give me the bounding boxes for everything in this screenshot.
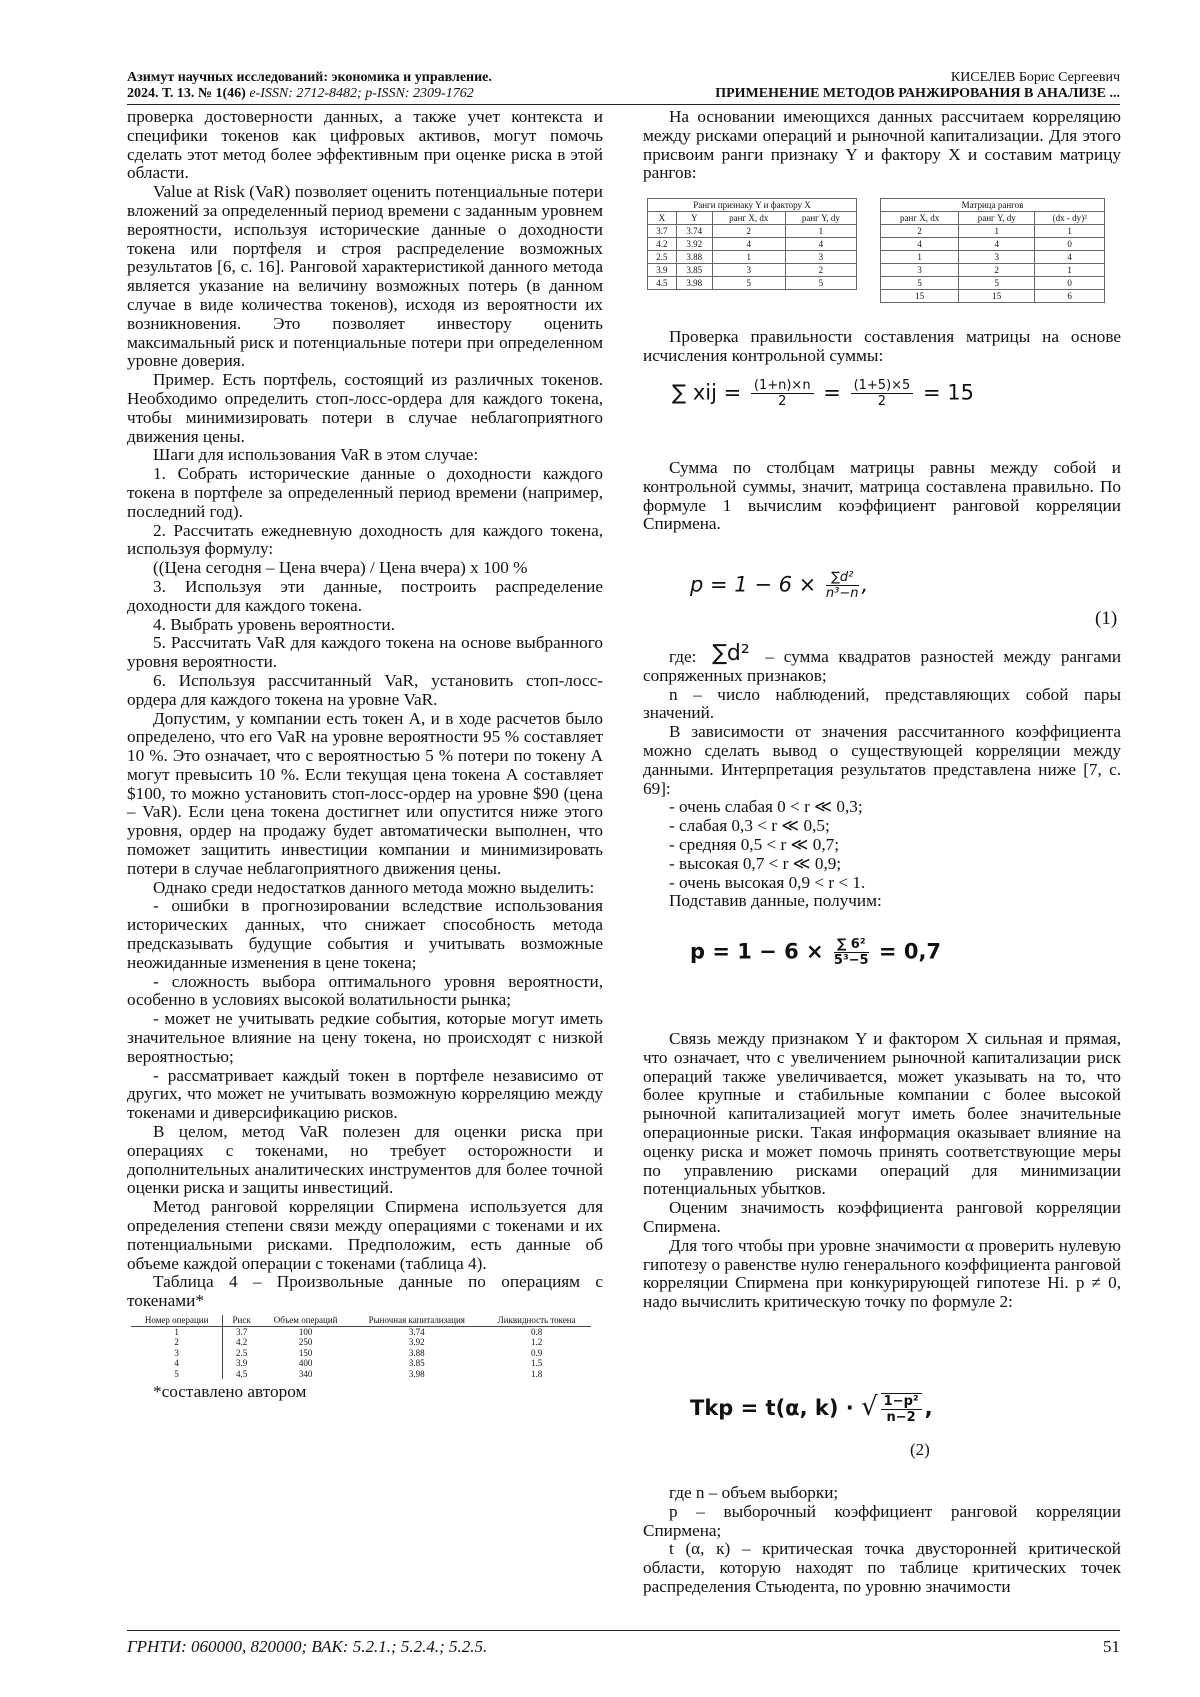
table-cell: 1 <box>1035 264 1105 277</box>
paragraph: p – выборочный коэффициент ранговой корреляции Спирмена; <box>643 1501 1121 1540</box>
list-item: - высокая 0,7 < r ≪ 0,9; <box>669 853 842 873</box>
paragraph: Однако среди недостатков данного метода можно выделить: <box>153 877 595 897</box>
equation-number-1: (1) <box>1095 608 1118 629</box>
journal-issn: e-ISSN: 2712-8482; p-ISSN: 2309-1762 <box>249 86 474 101</box>
table-row <box>648 277 857 290</box>
step-item: 3. Используя эти данные, построить распределение доходности для каждого токена. <box>127 576 603 615</box>
right-conclusion <box>643 1030 1121 1312</box>
list-item: - очень слабая 0 < r ≪ 0,3; <box>669 797 863 817</box>
table-cell: 0 <box>1035 238 1105 251</box>
list-item: - слабая 0,3 < r ≪ 0,5; <box>669 816 830 836</box>
table-header: ранг X, dx <box>881 212 959 225</box>
table-cell: 3.92 <box>676 238 712 251</box>
table-cell: 250 <box>298 1337 313 1347</box>
control-sum-formula: ∑ xij = $\frac{(1+n)\times n}{2}$ = $\frac{(1+5)\times 5}{2}$ = 15 <box>672 378 974 409</box>
table-cell: 3.88 <box>676 251 712 264</box>
table-cell: 1.8 <box>530 1368 543 1379</box>
step-formula: ((Цена сегодня – Цена вчера) / Цена вчера) x 100 % <box>153 558 528 578</box>
journal-title: Азимут научных исследований: экономика и управление. <box>127 70 492 85</box>
table-cell: 4 <box>785 238 856 251</box>
list-item: - очень высокая 0,9 < r < 1. <box>669 872 866 892</box>
table-cell: 3 <box>959 251 1035 264</box>
table-header: ранг Y, dy <box>959 212 1035 225</box>
list-item: - сложность выбора оптимального уровня вероятности, особенно в условиях высокой волатильности рынка; <box>127 971 603 1010</box>
table-cell: 2 <box>881 225 959 238</box>
article-title: ПРИМЕНЕНИЕ МЕТОДОВ РАНЖИРОВАНИЯ В АНАЛИЗЕ ... <box>715 86 1120 101</box>
paragraph: n – число наблюдений, представляющих собой пары значений. <box>643 684 1121 723</box>
table-header: Рыночная капитализация <box>351 1315 482 1326</box>
table-cell: 3.98 <box>408 1368 425 1379</box>
paragraph: где n – объем выборки; <box>669 1483 839 1502</box>
paragraph: В целом, метод VaR полезен для оценки риска при операциях с токенами, но требует осторожности и дополнительных аналитических инструментов для более точной оценки риска и защиты инвестиций. <box>127 1122 603 1198</box>
table-row <box>648 225 857 238</box>
table-cell: 100 <box>298 1326 313 1337</box>
matrix-table <box>880 198 1105 303</box>
table-cell: 1.2 <box>530 1337 543 1347</box>
table-row <box>131 1369 591 1380</box>
paragraph: На основании имеющихся данных рассчитаем корреляцию между рисками операций и рыночной капитализации. Для этого присвоим ранги признаку Y и фактору X и составим матрицу рангов: <box>643 107 1121 183</box>
table-header: X <box>648 212 677 225</box>
table-header: Номер операции <box>131 1315 223 1326</box>
right-definitions <box>643 1484 1121 1597</box>
right-check <box>643 328 1121 366</box>
table-cell: 1 <box>881 251 959 264</box>
paragraph: проверка достоверности данных, а также учет контекста и специфики токенов как цифровых активов, могут помочь сделать этот метод более эффективным при оценке риска в этой области. <box>127 107 603 183</box>
table-row <box>881 277 1105 290</box>
right-intro <box>643 108 1121 183</box>
table-cell: 3.92 <box>408 1337 425 1347</box>
table-cell: 4.5 <box>235 1368 248 1379</box>
table-cell: 1 <box>785 225 856 238</box>
table-cell: 2 <box>785 264 856 277</box>
step-item: 1. Собрать исторические данные о доходности каждого токена в портфеле за определенный период времени (например, последний год). <box>127 464 603 521</box>
table-cell: 6 <box>1035 290 1105 303</box>
table-cell: 2.5 <box>648 251 677 264</box>
table-cell: 400 <box>298 1358 313 1368</box>
paragraph: Подставив данные, получим: <box>669 891 882 911</box>
table-row <box>648 251 857 264</box>
table-cell: 4 <box>131 1358 223 1369</box>
sum-d-squared: ∑d² <box>712 641 750 666</box>
table-4 <box>131 1315 591 1379</box>
paragraph: Для того чтобы при уровне значимости α проверить нулевую гипотезу о равенстве нулю генерального коэффициента ранговой корреляции Спирмена при конкурирующей гипотезе Hi. p ≠ 0, надо вычислить критическую точку по формуле 2: <box>643 1235 1121 1312</box>
table-cell: 4.5 <box>648 277 677 290</box>
table-cell: 3 <box>131 1348 223 1359</box>
table-cell: 1 <box>712 251 785 264</box>
right-where <box>643 641 1122 911</box>
table-header: Риск <box>223 1315 260 1326</box>
paragraph: Сумма по столбцам матрицы равны между собой и контрольной суммы, значит, матрица составлена правильно. По формуле 1 вычислим коэффициент ранговой корреляции Спирмена. <box>643 458 1121 534</box>
matrix-table-title: Матрица рангов <box>881 199 1105 212</box>
table-cell: 340 <box>298 1368 313 1379</box>
step-item: 4. Выбрать уровень вероятности. <box>153 614 395 634</box>
table-cell: 5 <box>959 277 1035 290</box>
paragraph: Пример. Есть портфель, состоящий из различных токенов. Необходимо определить стоп-лосс-ордера для каждого токена, чтобы минимизировать потери в случае неблагоприятного движения цены. <box>127 370 603 446</box>
table-cell: 5 <box>785 277 856 290</box>
table-header: Y <box>676 212 712 225</box>
table-cell: 3 <box>712 264 785 277</box>
header-rule <box>127 104 1120 105</box>
table-cell: 0.8 <box>530 1326 543 1337</box>
table-cell: 0 <box>1035 277 1105 290</box>
table-row <box>881 264 1105 277</box>
table-cell: 3 <box>785 251 856 264</box>
paragraph: Допустим, у компании есть токен А, и в ходе расчетов было определено, что его VaR на уровне вероятности 95 % составляет 10 %. Это означает, что с вероятностью 5 % потери по токену А могут превысить 10 %. Если текущая цена токена А составляет $100, то можно установить стоп-лосс-ордер на уровне $90 (цена – VaR). Если цена токена достигнет или опустится ниже этого уровня, ордер на продажу будет автоматически выполнен, что поможет защитить инвестиции компании и минимизировать потери в случае неблагоприятного движения цены. <box>127 708 603 878</box>
table-header: ранг X, dx <box>712 212 785 225</box>
running-header-left <box>127 70 492 102</box>
table-cell: 3.85 <box>676 264 712 277</box>
list-item: - может не учитывать редкие события, которые могут иметь значительное влияние на цену токена, но происходят с низкой вероятностью; <box>127 1009 603 1066</box>
table-cell: 3.9 <box>235 1358 248 1368</box>
equation-number-2: (2) <box>910 1440 930 1459</box>
table-cell: 3 <box>881 264 959 277</box>
spearman-calc-formula: p = 1 − 6 × $\frac{\text{∑ 6²}}{\text{5³−5}}$ = 0,7 <box>690 937 942 968</box>
paragraph: Оценим значимость коэффициента ранговой корреляции Спирмена. <box>643 1198 1121 1236</box>
step-item: 6. Используя рассчитанный VaR, установить стоп-лосс-ордера для каждого токена на уровне VaR. <box>127 670 603 709</box>
page-number: 51 <box>1103 1637 1120 1656</box>
paragraph: Value at Risk (VaR) позволяет оценить потенциальные потери вложений за определенный период времени с заданным уровнем вероятности, используя исторические данные о доходности токена или портфеля и строя распределение возможных результатов [6, с. 16]. Ранговой характеристикой данного метода является указание на величину возможных потерь (в данном случае в виде количества токенов), исходя из вероятности их возникновения. Это позволяет инвестору оценить максимальный риск и потенциальные потери при определенном уровне доверия. <box>127 182 603 371</box>
table-row <box>131 1326 591 1337</box>
table-cell: 2 <box>959 264 1035 277</box>
table-cell: 3.9 <box>648 264 677 277</box>
table-row <box>881 225 1105 238</box>
table-header: Объем операций <box>260 1315 351 1326</box>
table-cell: 4 <box>959 238 1035 251</box>
spearman-formula: p = 1 − 6 × $\frac{\text{∑d²}}{\text{n³−n}}$ , <box>690 570 869 601</box>
table-header: Ликвидность токена <box>482 1315 591 1326</box>
table-header: (dx - dy)² <box>1035 212 1105 225</box>
list-item: - рассматривает каждый токен в портфеле независимо от других, что может не учитывать возможную корреляцию между токенами и диверсификацию рисков. <box>127 1065 603 1123</box>
table-row <box>131 1348 591 1359</box>
paragraph: Шаги для использования VaR в этом случае: <box>153 445 479 465</box>
paragraph: t (α, к) – критическая точка двусторонней критической области, которую находят по таблице критических точек распределения Стьюдента, по уровню значимости <box>643 1539 1121 1596</box>
table-row <box>131 1337 591 1348</box>
paragraph: Метод ранговой корреляции Спирмена используется для определения степени связи между операциями с токенами и их потенциальными рисками. Предположим, есть данные об объеме каждой операции с токенами (таблица 4). <box>127 1197 603 1273</box>
table-row <box>881 251 1105 264</box>
table-row <box>648 264 857 277</box>
right-sum-text <box>643 459 1121 534</box>
matrix-table-wrap <box>880 198 1105 303</box>
paragraph: Проверка правильности составления матрицы на основе исчисления контрольной суммы: <box>643 327 1121 365</box>
step-item: 5. Рассчитать VaR для каждого токена на основе выбранного уровня вероятности. <box>127 633 603 672</box>
table-row <box>131 1358 591 1369</box>
table-row <box>648 238 857 251</box>
table-cell: 3.74 <box>408 1326 425 1337</box>
table-cell: 3.98 <box>676 277 712 290</box>
list-item: - ошибки в прогнозировании вследствие использования исторических данных, что снижает способность метода предсказывать будущие события и учитывать возможные неожиданные изменения в цене токена; <box>127 896 603 972</box>
table-cell: 15 <box>881 290 959 303</box>
table-cell: 4.2 <box>648 238 677 251</box>
running-header-right <box>715 70 1120 102</box>
table-cell: 0.9 <box>530 1347 543 1358</box>
table-cell: 2 <box>131 1337 223 1348</box>
table-cell: 150 <box>298 1347 313 1358</box>
table-cell: 4 <box>1035 251 1105 264</box>
table-cell: 3.7 <box>235 1326 248 1337</box>
table-caption: Таблица 4 – Произвольные данные по операциям с токенами* <box>127 1272 603 1311</box>
footer-rule <box>127 1630 1120 1631</box>
ranks-table <box>647 198 857 290</box>
table-cell: 1 <box>1035 225 1105 238</box>
table-cell: 3.85 <box>408 1358 425 1368</box>
table-cell: 4 <box>712 238 785 251</box>
ranks-table-title: Ранги признаку Y и фактору X <box>648 199 857 212</box>
paragraph: В зависимости от значения рассчитанного коэффициента можно сделать вывод о существующей корреляции между данными. Интерпретация результатов представлена ниже [7, с. 69]: <box>643 722 1121 798</box>
paragraph: Связь между признаком Y и фактором X сильная и прямая, что означает, что с увеличением рыночной капитализации риск операций также увеличивается, может указывать на то, что более крупные и стабильные компании с более высокой рыночной капитализацией могут иметь более значительные операционные риски. Такая информация оказывает влияние на оценку риска и может помочь принять соответствующие меры по управлению рисками операций для минимизации потенциальных убытков. <box>643 1029 1121 1199</box>
critical-point-formula: Tkp = t(α, k) · √ $\frac{\text{1−p²}}{n-2}$ , <box>690 1392 933 1425</box>
table-cell: 5 <box>881 277 959 290</box>
table-cell: 5 <box>131 1369 223 1380</box>
table-cell: 3.74 <box>676 225 712 238</box>
table-cell: 3.88 <box>408 1347 425 1358</box>
journal-issue: 2024. Т. 13. № 1(46) <box>127 86 246 101</box>
table-cell: 15 <box>959 290 1035 303</box>
author-name: КИСЕЛЕВ Борис Сергеевич <box>950 70 1120 85</box>
table-cell: 4 <box>881 238 959 251</box>
ranks-table-wrap <box>647 198 857 290</box>
classification-codes: ГРНТИ: 060000, 820000; ВАК: 5.2.1.; 5.2.4.; 5.2.5. <box>127 1637 488 1656</box>
table-note: *составлено автором <box>153 1382 307 1401</box>
table-cell: 4.2 <box>235 1337 248 1347</box>
table-cell: 5 <box>712 277 785 290</box>
step-item: 2. Рассчитать ежедневную доходность для каждого токена, используя формулу: <box>127 520 603 559</box>
table-cell: 1 <box>131 1326 223 1337</box>
left-column <box>127 108 603 1402</box>
table-cell: 3.7 <box>648 225 677 238</box>
table-cell: 2.5 <box>235 1347 248 1358</box>
table-cell: 1 <box>959 225 1035 238</box>
table-row <box>881 290 1105 303</box>
paragraph: где: ∑d² – сумма квадратов разностей между рангами сопряженных признаков; <box>643 641 1122 685</box>
table-header: ранг Y, dy <box>785 212 856 225</box>
table-cell: 2 <box>712 225 785 238</box>
list-item: - средняя 0,5 < r ≪ 0,7; <box>669 834 840 854</box>
table-row <box>881 238 1105 251</box>
table-cell: 1.5 <box>530 1358 543 1368</box>
